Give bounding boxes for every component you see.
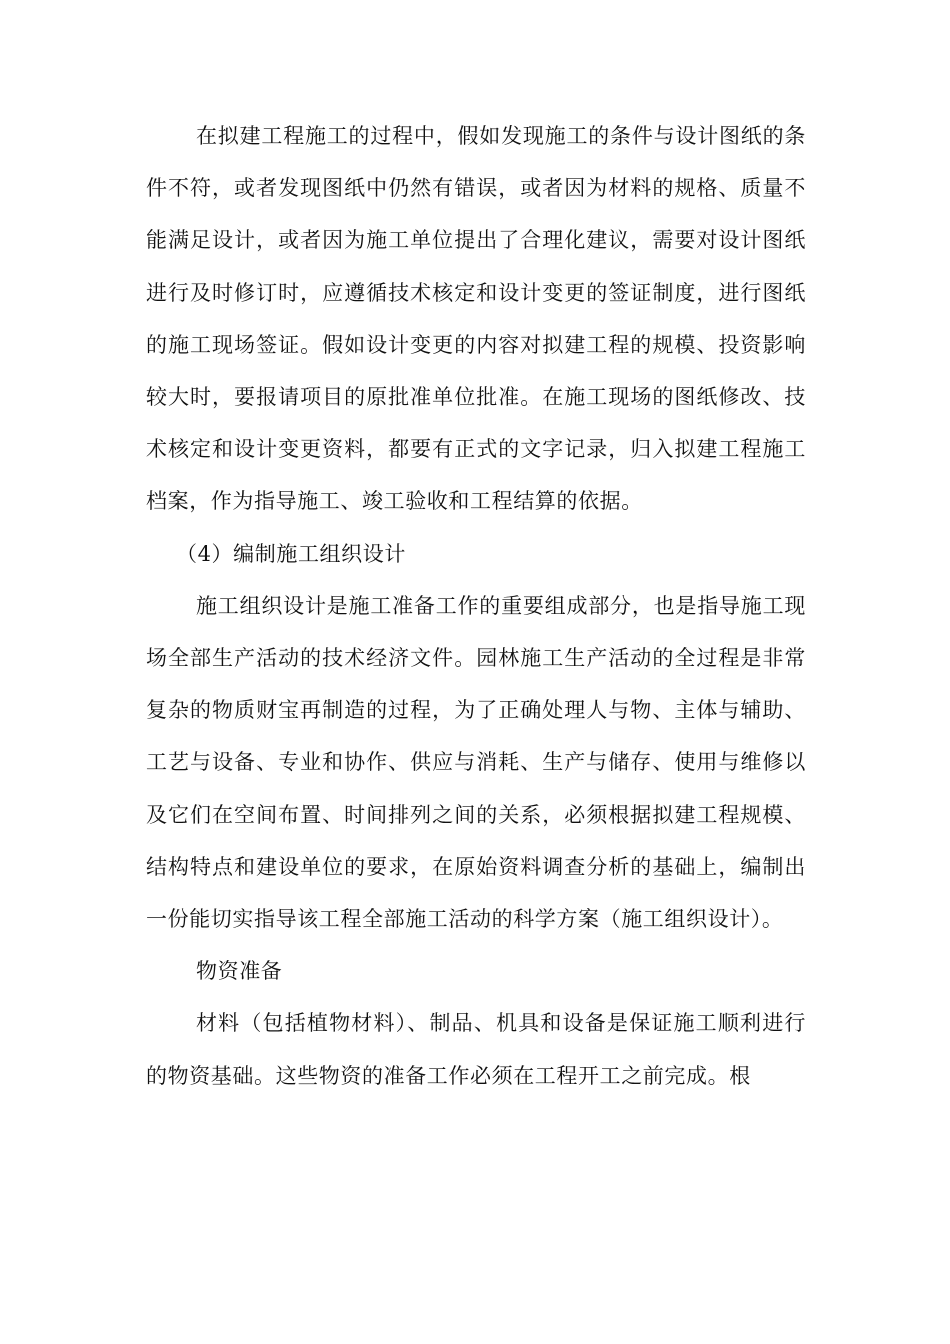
paragraph-construction-organization-design: 施工组织设计是施工准备工作的重要组成部分，也是指导施工现场全部生产活动的技术经济文件。园林施工生产活动的全过程是非常复杂的物质财宝再制造的过程，为了正确处理人与物、主体与辅助、工艺与设备、专业和协作、供应与消耗、生产与储存、使用与维修以及它们在空间布置、时间排列之间的关系，必须根据拟建工程规模、结构特点和建设单位的要求，在原始资料调查分析的基础上，编制出一份能切实指导该工程全部施工活动的科学方案（施工组织设计）。	[146, 593, 806, 932]
document-body	[146, 110, 806, 1102]
section-heading-material-preparation: 物资准备	[196, 959, 283, 984]
paragraph-material-preparation: 材料（包括植物材料）、制品、机具和设备是保证施工顺利进行的物资基础。这些物资的准备工作必须在工程开工之前完成。根	[146, 1011, 806, 1088]
paragraph-drawing-revision: 在拟建工程施工的过程中，假如发现施工的条件与设计图纸的条件不符，或者发现图纸中仍然有错误，或者因为材料的规格、质量不能满足设计，或者因为施工单位提出了合理化建议，需要对设计图纸进行及时修订时，应遵循技术核定和设计变更的签证制度，进行图纸的施工现场签证。假如设计变更的内容对拟建工程的规模、投资影响较大时，要报请项目的原批准单位批准。在施工现场的图纸修改、技术核定和设计变更资料，都要有正式的文字记录，归入拟建工程施工档案，作为指导施工、竣工验收和工程结算的依据。	[146, 124, 806, 514]
section-heading-construction-organization-design: （4）编制施工组织设计	[176, 541, 406, 566]
